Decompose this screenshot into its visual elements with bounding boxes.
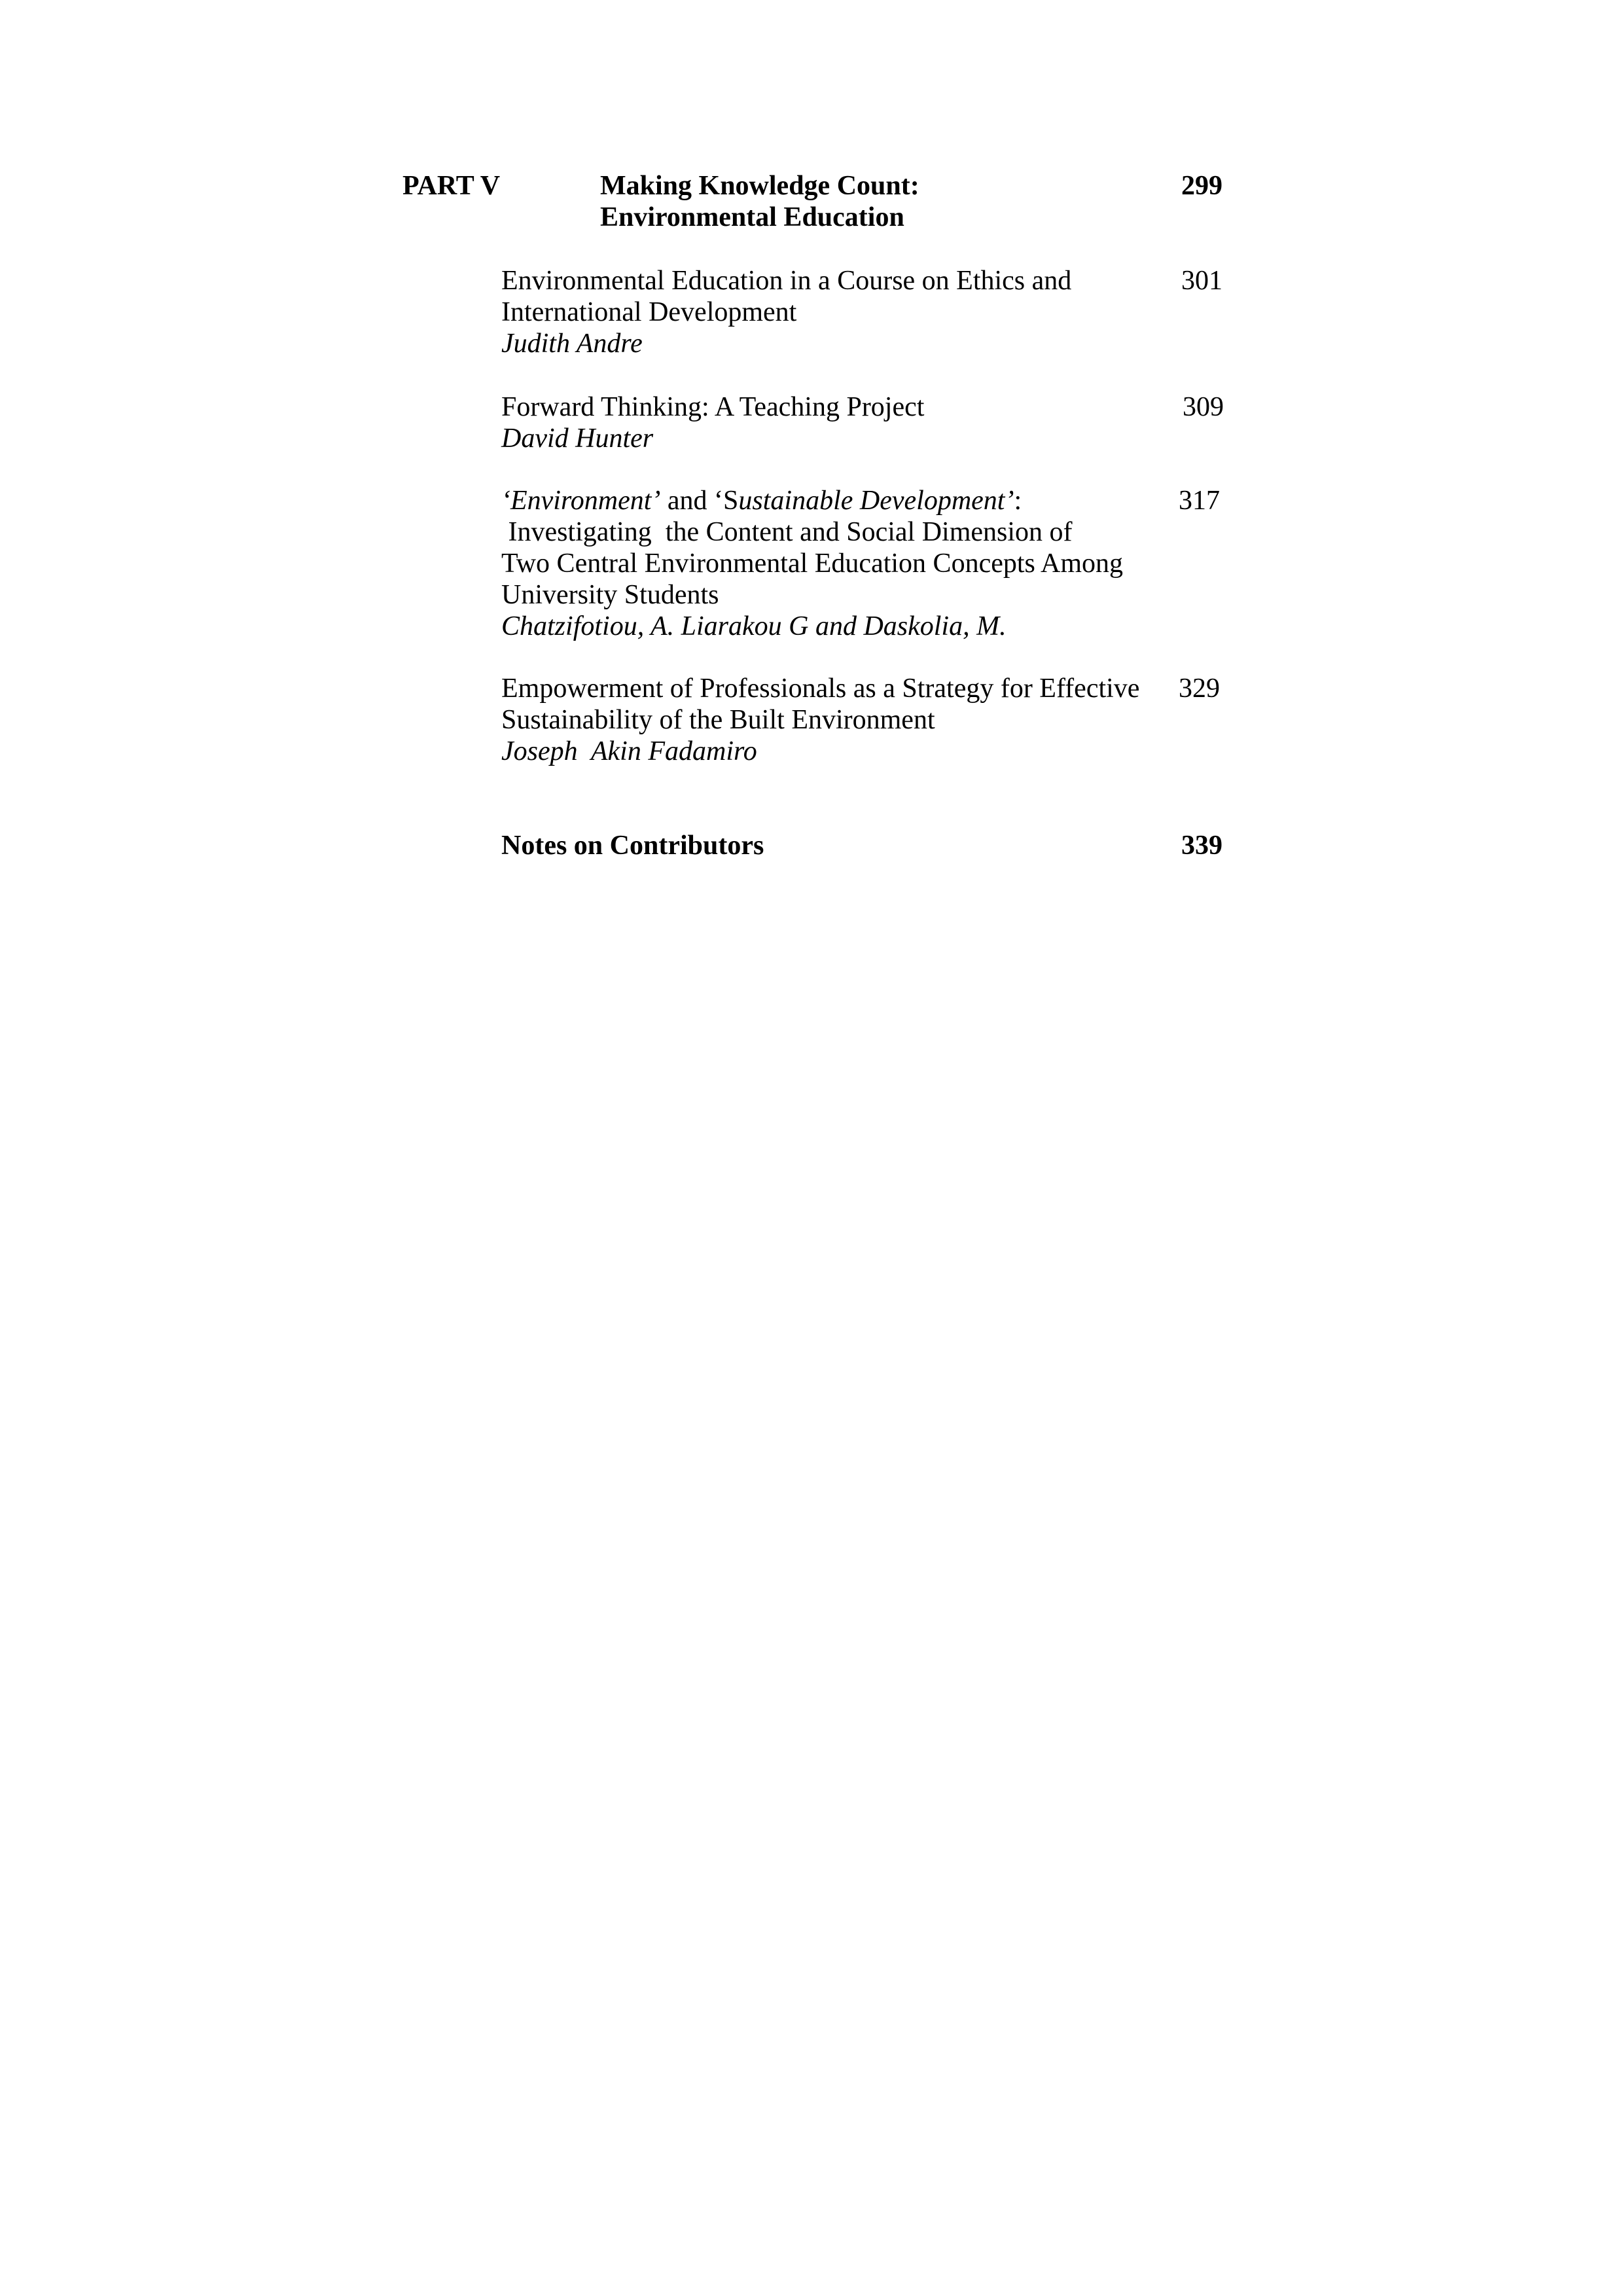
- entry-4-title-line-1: Empowerment of Professionals as a Strategy for Effective: [501, 673, 1140, 704]
- entry-3-term-environment: Environment: [510, 486, 652, 516]
- entry-2-page-number: 309: [1183, 392, 1224, 422]
- entry-3-term-sustainable-development: ustainable Development’: [738, 486, 1014, 516]
- entry-3-and: and ‘: [660, 486, 724, 516]
- notes-page-number: 339: [1181, 831, 1222, 861]
- part-title-line-1: Making Knowledge Count:: [600, 171, 919, 201]
- toc-entry-4: [501, 673, 1139, 767]
- entry-3-s-letter: S: [723, 486, 739, 516]
- part-title-line-2: Environmental Education: [600, 202, 904, 232]
- entry-3-quote-open: ‘: [501, 486, 510, 516]
- entry-3-title-line-3: Two Central Environmental Education Concepts Among: [501, 548, 1124, 579]
- entry-4-title-line-2: Sustainability of the Built Environment: [501, 705, 935, 735]
- entry-3-title-line-1: [501, 485, 1123, 516]
- part-label: PART V: [402, 171, 501, 201]
- entry-3-author: Chatzifotiou, A. Liarakou G and Daskolia, M.: [501, 611, 1007, 641]
- entry-1-page-number: 301: [1181, 266, 1222, 296]
- entry-2-author: David Hunter: [501, 423, 654, 454]
- entry-3-colon: :: [1014, 486, 1022, 516]
- entry-3-quote-close: ’: [651, 486, 661, 516]
- entry-2-title-line-1: Forward Thinking: A Teaching Project: [501, 392, 925, 422]
- part-page-number: 299: [1181, 171, 1222, 201]
- entry-4-author: Joseph Akin Fadamiro: [501, 736, 757, 766]
- part-title: [600, 170, 919, 233]
- entry-3-title-line-4: University Students: [501, 580, 719, 610]
- notes-on-contributors: Notes on Contributors: [501, 831, 764, 861]
- toc-entry-3: [501, 485, 1123, 642]
- toc-entry-2: [501, 391, 924, 454]
- entry-4-page-number: 329: [1179, 673, 1220, 704]
- entry-1-title-line-2: International Development: [501, 297, 797, 327]
- entry-3-title-line-2: Investigating the Content and Social Dimension of: [501, 517, 1073, 547]
- entry-1-title-line-1: Environmental Education in a Course on Ethics and: [501, 266, 1072, 296]
- entry-3-page-number: 317: [1179, 486, 1220, 516]
- toc-entry-1: [501, 265, 1071, 359]
- entry-1-author: Judith Andre: [501, 329, 643, 359]
